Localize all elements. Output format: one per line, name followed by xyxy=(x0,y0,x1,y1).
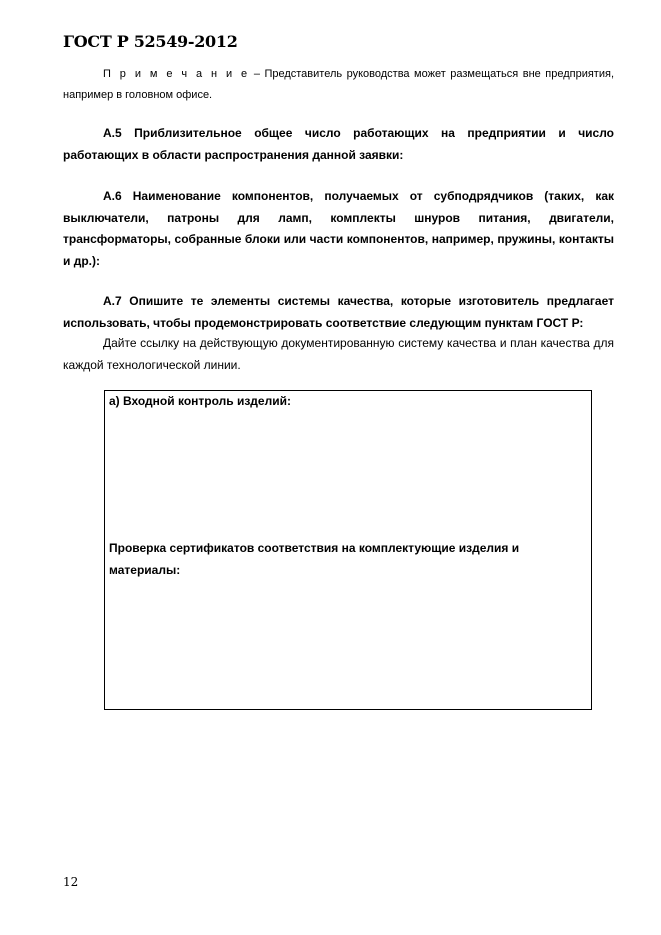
standard-number: ГОСТ Р 52549-2012 xyxy=(63,32,238,51)
section-a7: А.7 Опишите те элементы системы качества, которые изготовитель предлагает использовать, чтобы продемонстрировать соответствие следующим пунктам ГОСТ Р: xyxy=(63,294,614,330)
note-label: П р и м е ч а н и е xyxy=(103,68,250,80)
page-number: 12 xyxy=(63,875,79,889)
section-a6: А.6 Наименование компонентов, получаемых от субподрядчиков (таких, как выключатели, патроны для ламп, комплекты шнуров питания, двигатели, трансформаторы, собранные блоки или части компонентов, например, пружины, контакты и др.): xyxy=(63,189,614,268)
quality-control-box xyxy=(104,390,592,710)
incoming-control-label: а) Входной контроль изделий: xyxy=(109,394,291,408)
certificate-check-label: Проверка сертификатов соответствия на комплектующие изделия и материалы: xyxy=(109,541,520,577)
section-a5: А.5 Приблизительное общее число работающих на предприятии и число работающих в области распространения данной заявки: xyxy=(63,126,614,162)
note-text: – Представитель руководства может размещаться вне предприятия, например в головном офисе. xyxy=(63,68,614,101)
section-a7-hint: Дайте ссылку на действующую документированную систему качества и план качества для каждой технологической линии. xyxy=(63,336,614,372)
note-paragraph xyxy=(63,64,614,106)
